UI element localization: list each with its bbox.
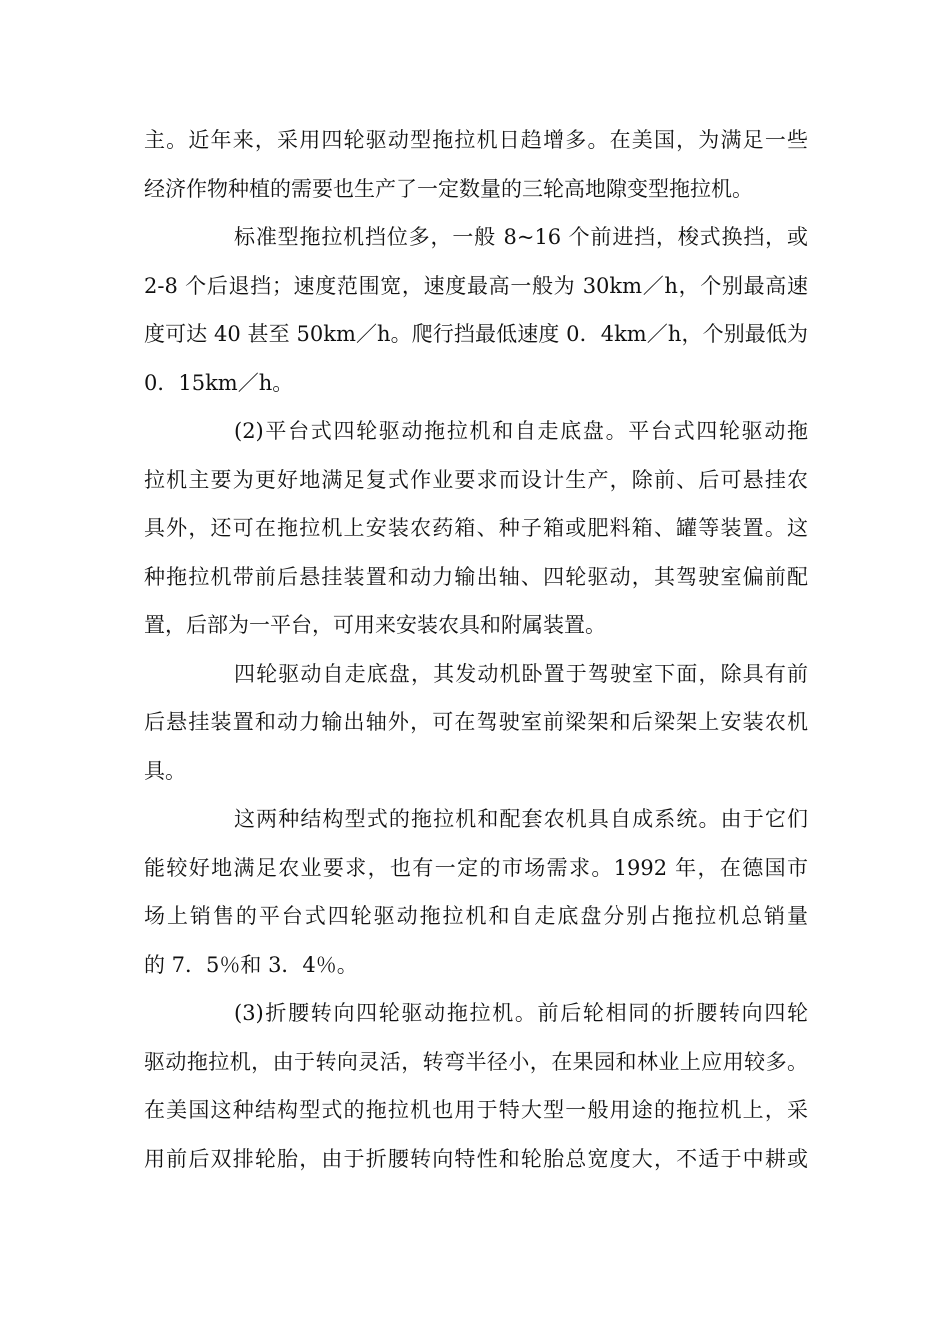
document-body: [144, 116, 808, 1183]
paragraph: [144, 116, 808, 213]
text-line: 这两种结构型式的拖拉机和配套农机具自成系统。由于它们: [234, 807, 808, 831]
text-line: 经济作物种植的需要也生产了一定数量的三轮高地隙变型拖拉机。: [144, 176, 753, 201]
text-line: 场上销售的平台式四轮驱动拖拉机和自走底盘分别占拖拉机总销量: [144, 904, 808, 928]
text-line: 拉机主要为更好地满足复式作业要求而设计生产，除前、后可悬挂农: [144, 467, 808, 492]
text-line: 主。近年来，采用四轮驱动型拖拉机日趋增多。在美国，为满足一些: [144, 128, 808, 152]
text-line: 具外，还可在拖拉机上安装农药箱、种子箱或肥料箱、罐等装置。这: [144, 516, 808, 540]
text-line: 后悬挂装置和动力输出轴外，可在驾驶室前梁架和后梁架上安装农机: [144, 710, 808, 734]
text-line: (2)平台式四轮驱动拖拉机和自走底盘。平台式四轮驱动拖: [234, 419, 808, 443]
text-line: 2-8 个后退挡；速度范围宽，速度最高一般为 30km／h，个别最高速: [144, 273, 808, 298]
text-line: 种拖拉机带前后悬挂装置和动力输出轴、四轮驱动，其驾驶室偏前配: [144, 564, 808, 589]
text-line: 用前后双排轮胎，由于折腰转向特性和轮胎总宽度大，不适于中耕或: [144, 1146, 808, 1171]
text-line: 的 7．5％和 3．4％。: [144, 952, 358, 977]
text-line: 四轮驱动自走底盘，其发动机卧置于驾驶室下面，除具有前: [234, 661, 808, 686]
paragraph: [144, 795, 808, 989]
text-line: 驱动拖拉机，由于转向灵活，转弯半径小，在果园和林业上应用较多。: [144, 1049, 808, 1074]
text-line: 具。: [144, 758, 186, 783]
text-line: 标准型拖拉机挡位多，一般 8~16 个前进挡，梭式换挡，或: [234, 225, 808, 249]
text-line: 置，后部为一平台，可用来安装农具和附属装置。: [144, 613, 606, 637]
text-line: (3)折腰转向四轮驱动拖拉机。前后轮相同的折腰转向四轮: [234, 1001, 808, 1025]
paragraph: [144, 989, 808, 1183]
text-line: 在美国这种结构型式的拖拉机也用于特大型一般用途的拖拉机上，采: [144, 1098, 808, 1122]
text-line: 能较好地满足农业要求，也有一定的市场需求。1992 年，在德国市: [144, 855, 808, 880]
text-line: 度可达 40 甚至 50km／h。爬行挡最低速度 0．4km／h，个别最低为: [144, 322, 808, 346]
paragraph: [144, 407, 808, 650]
paragraph: [144, 650, 808, 796]
paragraph: [144, 213, 808, 407]
text-line: 0．15km／h。: [144, 370, 294, 395]
